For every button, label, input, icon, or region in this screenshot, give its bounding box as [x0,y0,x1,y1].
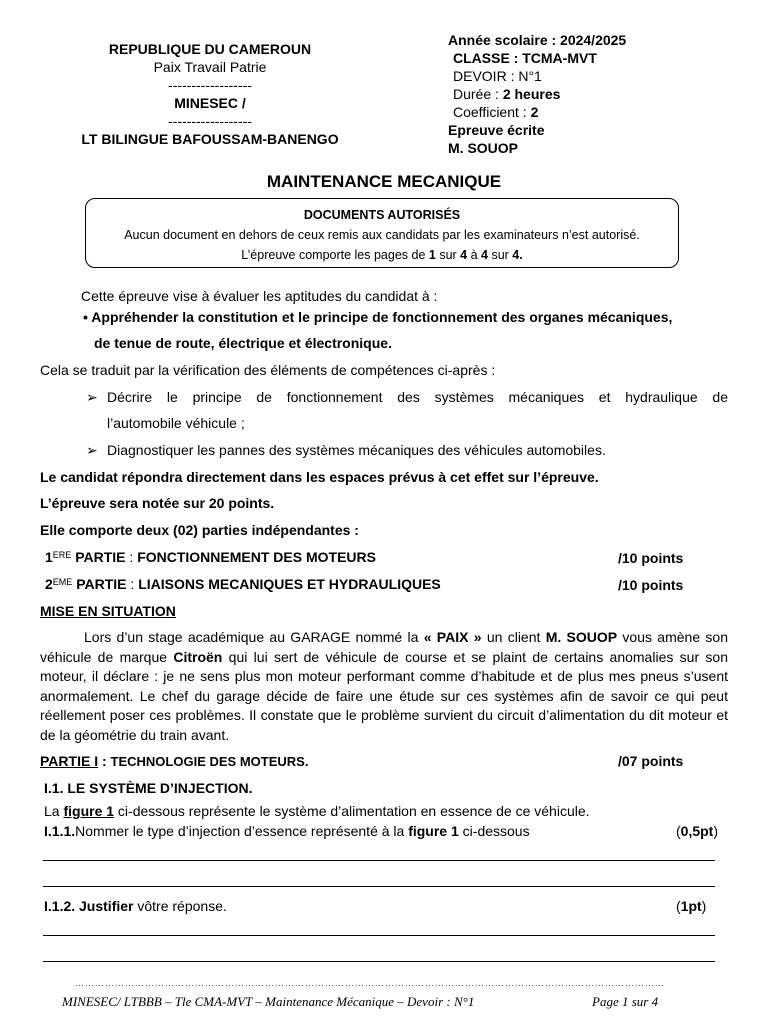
part-points: /10 points [618,550,684,566]
class: CLASSE : TCMA-MVT [453,50,597,66]
bullet-text: Appréhender la constitution et le principe de fonctionnement des organes mécaniques, [91,309,673,325]
car-brand: Citroën [173,648,223,665]
rule-text: Elle comporte deux (02) parties indépendantes : [40,522,359,538]
motto: Paix Travail Patrie [153,59,267,75]
part-points: /10 points [618,577,684,593]
question-2 [44,896,227,916]
header-left [40,40,380,148]
bullet-item: • Appréhender la constitution et le principe de fonctionnement des organes mécaniques, [83,309,673,325]
question-text: Nommer le type d’injection d’essence représenté à la [75,823,409,839]
documents-line: Aucun document en dehors de ceux remis aux candidats par les examinateurs n’est autorisé. [124,228,640,242]
page-title: MAINTENANCE MECANIQUE [266,172,502,191]
duration [448,85,626,103]
paren: ) [701,898,707,914]
page-number: Page 1 sur 4 [592,994,659,1009]
footer-dots: …………………………………………………………………………………………………………………………………………………………… [75,978,665,988]
documents-heading: DOCUMENTS AUTORISÉS [303,208,461,222]
paren: ( [676,898,681,914]
arrow-icon: ➢ [86,442,98,458]
pages-text: à [467,248,482,262]
country: REPUBLIQUE DU CAMEROUN [108,41,312,57]
answer-line[interactable] [43,886,715,887]
section-heading: I.1. LE SYSTÈME D’INJECTION. [44,780,253,796]
points-value: 0,5pt [680,823,714,839]
part-colon: : [125,549,138,565]
question-text: vôtre réponse. [133,898,227,914]
intro-text: La [44,803,64,819]
partie-colon: : [98,753,111,769]
rule-text: Le candidat répondra directement dans les espaces prévus à cet effet sur l’épreuve. [40,469,599,485]
teacher: M. SOUOP [448,140,519,156]
competence-continuation: l’automobile véhicule ; [107,415,245,431]
competence-item: Diagnostiquer les pannes des systèmes mécaniques des véhicules automobiles. [107,442,606,458]
pages-text: sur [487,248,513,262]
part-sup: ERE [52,550,72,560]
devoir: DEVOIR : N°1 [453,68,542,84]
arrow-icon: ➢ [86,389,98,405]
part-colon: : [126,576,139,592]
footer-text: MINESEC/ LTBBB – Tle CMA-MVT – Maintenance Mécanique – Devoir : N°1 [62,994,475,1009]
partie-name: TECHNOLOGIE DES MOTEURS. [110,754,309,769]
part-name: FONCTIONNEMENT DES MOTEURS [137,549,376,565]
school-name: LT BILINGUE BAFOUSSAM-BANENGO [81,131,339,147]
garage-name: « PAIX » [423,629,482,645]
figure-intro [44,801,590,821]
situation-text: Lors d’un stage académique au GARAGE nommé la [84,629,424,645]
pages-num: 4. [512,248,523,262]
aim-text: Cette épreuve vise à évaluer les aptitudes du candidat à : [81,288,438,304]
question-number: I.1.1. [44,823,76,839]
situation-text: qui lui sert de véhicule de course et se plaint de certains anomalies sur son moteur, il déclare : je ne sens plus mon moteur performant comme d’habitude et de plus mes pneus s’usent anormalement. Le chef du garage décide de faire une étude sur ces systèmes afin de savoir ce qui peut réellement poser ces problèmes. Il constate que le problème survient du circuit d’alimentation du dit moteur et de la géométrie du train avant. [40,648,728,743]
part-label: PARTIE [71,549,126,565]
figure-ref: figure 1 [408,823,459,839]
bullet-continuation: de tenue de route, électrique et électronique. [94,335,392,351]
ministry: MINESEC / [174,95,246,111]
part-1 [45,547,376,567]
answer-line[interactable] [43,935,715,936]
exam-type: Epreuve écrite [448,122,545,138]
separator: ------------------ [168,77,252,93]
header-right [448,31,626,157]
competence-item: Décrire le principe de fonctionnement des systèmes mécaniques et hydraulique de [107,389,728,405]
question-points [676,821,718,841]
part-number: 1 [45,549,53,565]
pages-line [86,245,678,265]
question-points [676,896,706,916]
duration-value: 2 heures [502,86,561,102]
figure-ref: figure 1 [63,803,115,819]
pages-num: 4 [460,248,468,262]
part-sup: EME [52,577,73,587]
paren: ) [713,823,719,839]
partie-label: PARTIE I [40,753,99,769]
pages-num: 4 [481,248,488,262]
pages-num: 1 [428,248,436,262]
part-name: LIAISONS MECANIQUES ET HYDRAULIQUES [138,576,441,592]
situation-text: un client [481,629,546,645]
client-name: M. SOUOP [545,629,618,645]
intro-text: ci-dessous représente le système d’alimentation en essence de ce véhicule. [114,803,590,819]
coefficient-label: Coefficient : [453,104,531,120]
partie-points: /07 points [618,753,684,769]
answer-line[interactable] [43,961,715,962]
separator: ------------------ [168,113,252,129]
part-number: 2 [45,576,53,592]
question-number: I.1.2. Justifier [44,898,134,914]
paren: ( [676,823,681,839]
question-1 [44,821,530,841]
coefficient-value: 2 [530,104,539,120]
partie-1-heading [40,751,308,772]
answer-line[interactable] [43,860,715,861]
documents-box [85,198,679,268]
situation-paragraph [40,628,728,745]
part-label: PARTIE [72,576,127,592]
competences-text: Cela se traduit par la vérification des éléments de compétences ci-après : [40,362,496,378]
school-year: Année scolaire : 2024/2025 [448,32,627,48]
duration-label: Durée : [453,86,503,102]
part-2 [45,574,441,594]
situation-text: vous amène son véhicule de marque [40,629,728,665]
rule-text: L’épreuve sera notée sur 20 points. [40,495,275,511]
question-text: ci-dessous [458,823,530,839]
coefficient [448,103,626,121]
points-value: 1pt [680,898,702,914]
pages-text: sur [435,248,461,262]
situation-heading: MISE EN SITUATION [40,603,176,619]
pages-text: L’épreuve comporte les pages de [241,248,429,262]
